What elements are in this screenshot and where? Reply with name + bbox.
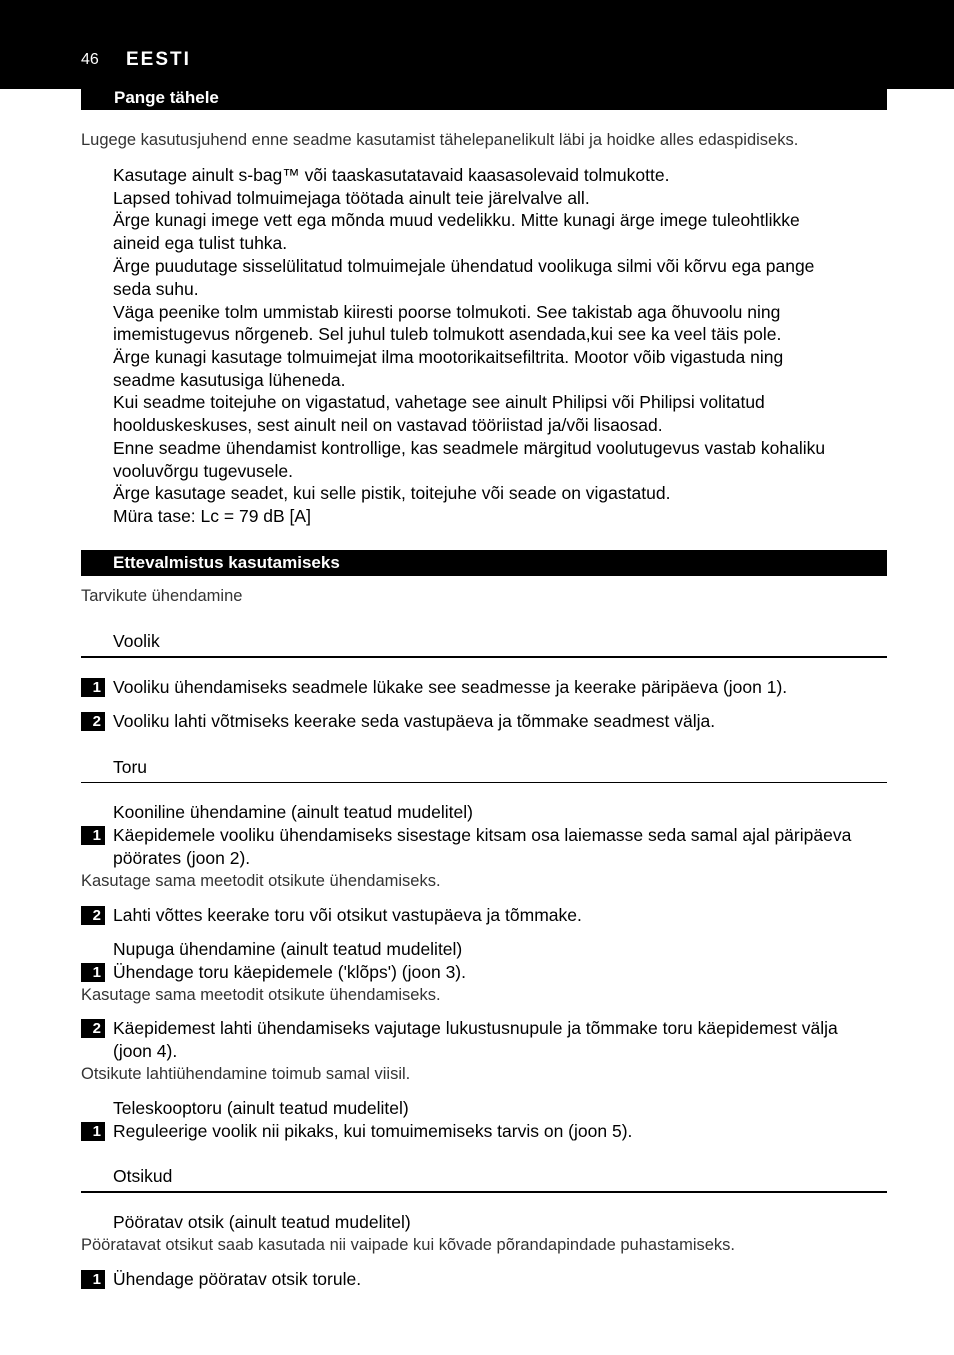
accessories-subtitle: Tarvikute ühendamine	[81, 587, 243, 605]
telescopic-heading: Teleskooptoru (ainult teatud mudelitel)	[113, 1098, 409, 1118]
notice-line: Müra tase: Lc = 79 dB [A]	[113, 506, 311, 526]
notice-line: Lapsed tohivad tolmuimejaga töötada ainult teie järelvalve all.	[113, 188, 590, 208]
hose-heading: Voolik	[113, 631, 160, 651]
tube-heading: Toru	[113, 757, 148, 777]
section-title-preparation: Ettevalmistus kasutamiseks	[81, 550, 887, 576]
step-number: 1	[81, 826, 105, 845]
notice-line: vooluvõrgu tugevusele.	[113, 461, 293, 481]
notice-line: hoolduskeskuses, sest ainult neil on vastavad tööriistad ja/või lisaosad.	[113, 415, 663, 435]
step-number: 1	[81, 1270, 105, 1289]
step-number: 2	[81, 1019, 105, 1038]
language-label: EESTI	[126, 49, 191, 70]
step-number: 1	[81, 678, 105, 697]
conical-heading: Kooniline ühendamine (ainult teatud mudelitel)	[113, 802, 473, 822]
conical-note: Kasutage sama meetodit otsikute ühendamiseks.	[81, 872, 441, 890]
notice-line: Kui seadme toitejuhe on vigastatud, vahetage see ainult Philipsi või Philipsi volitatud	[113, 392, 765, 412]
notice-line: Ärge kunagi imege vett ega mõnda muud vedelikku. Mitte kunagi ärge imege tuleohtlikke	[113, 210, 800, 230]
step-number: 2	[81, 712, 105, 731]
conical-step-1: Käepidemele vooliku ühendamiseks sisestage kitsam osa laiemasse seda samal ajal päripäeva	[113, 825, 852, 845]
hose-step-1: Vooliku ühendamiseks seadmele lükake see seadmesse ja keerake päripäeva (joon 1).	[113, 677, 788, 697]
notice-line: seda suhu.	[113, 279, 199, 299]
button-step-2: Käepidemest lahti ühendamiseks vajutage lukustusnupule ja tõmmake toru käepidemest välja	[113, 1018, 838, 1038]
notice-line: Ärge kasutage seadet, kui selle pistik, toitejuhe või seade on vigastatud.	[113, 483, 671, 503]
notice-line: Ärge puudutage sisselülitatud tolmuimejale ühendatud voolikuga silmi või kõrvu ega pange	[113, 256, 815, 276]
hose-step-2: Vooliku lahti võtmiseks keerake seda vastupäeva ja tõmmake seadmest välja.	[113, 711, 716, 731]
divider	[81, 1191, 887, 1193]
button-note-2: Otsikute lahtiühendamine toimub samal viisil.	[81, 1065, 411, 1083]
conical-step-2: Lahti võttes keerake toru või otsikut vastupäeva ja tõmmake.	[113, 905, 582, 925]
page-header-bar	[0, 0, 954, 89]
button-heading: Nupuga ühendamine (ainult teatud mudelitel)	[113, 939, 463, 959]
step-number: 1	[81, 963, 105, 982]
notice-intro: Lugege kasutusjuhend enne seadme kasutamist tähelepanelikult läbi ja hoidke alles edaspidiseks.	[81, 131, 799, 149]
step-number: 2	[81, 906, 105, 925]
notice-line: Väga peenike tolm ummistab kiiresti poorse tolmukoti. See takistab aga õhuvoolu ning	[113, 302, 781, 322]
notice-line: imemistugevus nõrgeneb. Sel juhul tuleb tolmukott asendada,kui see ka veel täis pole.	[113, 324, 782, 344]
notice-line: Enne seadme ühendamist kontrollige, kas seadmele märgitud voolutugevus vastab kohaliku	[113, 438, 826, 458]
telescopic-step-1: Reguleerige voolik nii pikaks, kui tomuimemiseks tarvis on (joon 5).	[113, 1121, 633, 1141]
swivel-heading: Pööratav otsik (ainult teatud mudelitel)	[113, 1212, 411, 1232]
conical-step-1-cont: pöörates (joon 2).	[113, 848, 251, 868]
step-number: 1	[81, 1122, 105, 1141]
divider	[81, 656, 887, 658]
swivel-note: Pööratavat otsikut saab kasutada nii vaipade kui kõvade põrandapindade puhastamiseks.	[81, 1236, 736, 1254]
notice-line: Ärge kunagi kasutage tolmuimejat ilma mootorikaitsefiltrita. Mootor võib vigastuda ning	[113, 347, 784, 367]
notice-line: aineid ega tulist tuhka.	[113, 233, 288, 253]
button-step-1: Ühendage toru käepidemele ('klõps') (joon 3).	[113, 962, 466, 982]
notice-line: seadme kasutusiga lüheneda.	[113, 370, 346, 390]
nozzles-heading: Otsikud	[113, 1166, 173, 1186]
button-step-2-cont: (joon 4).	[113, 1041, 178, 1061]
swivel-step-1: Ühendage pööratav otsik torule.	[113, 1269, 362, 1289]
page-number: 46	[81, 51, 99, 68]
divider	[81, 782, 887, 783]
button-note: Kasutage sama meetodit otsikute ühendamiseks.	[81, 986, 441, 1004]
section-title-notice: Pange tähele	[81, 84, 887, 110]
notice-line: Kasutage ainult s-bag™ või taaskasutatavaid kaasasolevaid tolmukotte.	[113, 165, 670, 185]
